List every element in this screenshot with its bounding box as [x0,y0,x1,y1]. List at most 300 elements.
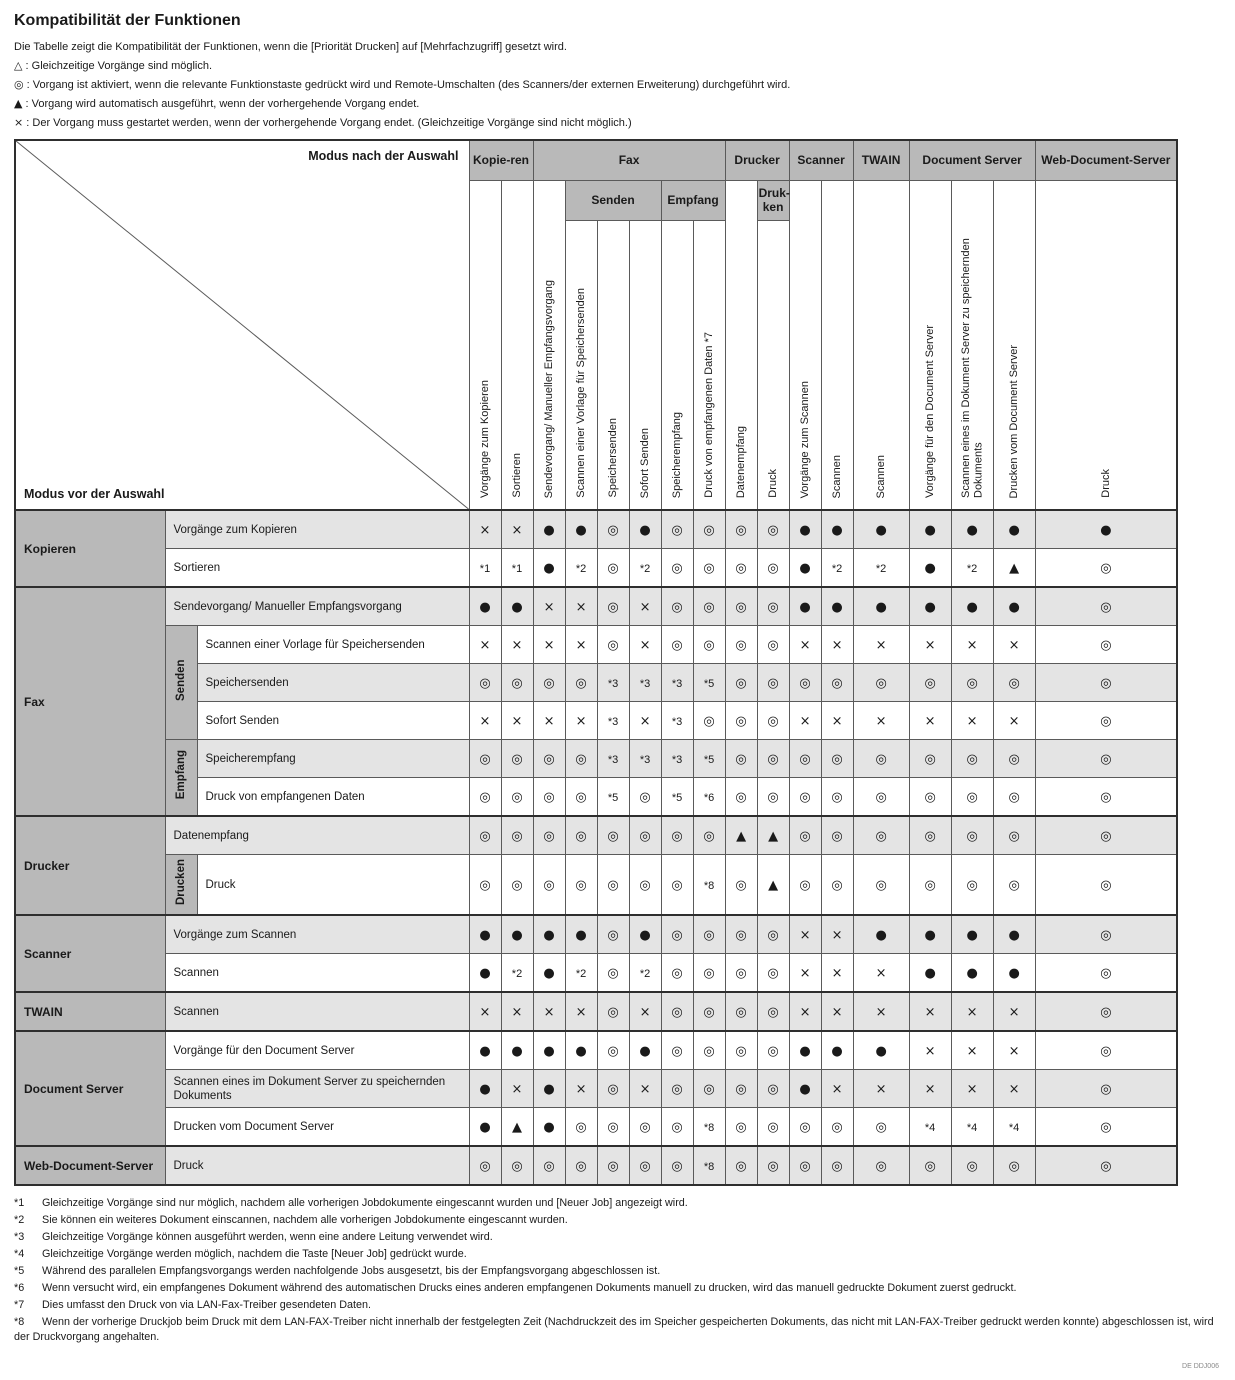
matrix-cell [693,702,725,740]
symbol: × [799,713,811,729]
symbol: ◎ [831,828,843,844]
symbol: × [924,1004,936,1020]
symbol: ◎ [767,713,779,729]
symbol: ◎ [799,828,811,844]
symbol: ◎ [831,877,843,893]
matrix-cell [533,510,565,549]
matrix-cell [821,1031,853,1070]
row-label: Sendevorgang/ Manueller Empfangsvorgang [165,587,469,626]
matrix-cell [993,549,1035,588]
table-row [15,992,1177,1031]
col-header-label: Scannen [830,454,843,498]
matrix-cell [469,816,501,855]
matrix-cell [501,954,533,993]
symbol: ◎ [639,828,651,844]
symbol: ◎ [639,1119,651,1135]
matrix-cell [533,664,565,702]
matrix-cell [725,740,757,778]
footnotes [14,1196,1219,1345]
legend-symbol-triangle-outline: △ [14,59,23,72]
symbol: × [799,965,811,981]
matrix-cell [993,664,1035,702]
symbol: ◎ [767,1081,779,1097]
symbol: ◎ [703,1081,715,1097]
matrix-cell [661,915,693,954]
symbol: ◎ [767,1004,779,1020]
matrix-cell [725,915,757,954]
matrix-cell [533,915,565,954]
symbol: ◎ [607,965,619,981]
matrix-cell [1035,816,1177,855]
legend-symbol-bullseye: ◎ [14,78,24,91]
corner-label-before: Modus vor der Auswahl [24,487,165,501]
symbol: ● [966,965,978,981]
symbol: ◎ [1100,877,1112,893]
row-label: Druck von empfangenen Daten [197,778,469,817]
footnote: *2 Sie können ein weiteres Dokument einscannen, nachdem alle vorherigen Jobdokumente eingescannt wurden. [14,1214,568,1227]
matrix-cell [661,1031,693,1070]
matrix-cell [757,740,789,778]
symbol: × [924,1081,936,1097]
matrix-cell [565,778,597,817]
symbol: ◎ [671,599,683,615]
symbol: ● [966,927,978,943]
matrix-cell [1035,587,1177,626]
symbol: ◎ [479,675,491,691]
symbol: ◎ [767,1158,779,1174]
matrix-cell [725,1070,757,1108]
matrix-cell [661,664,693,702]
matrix-cell [1035,626,1177,664]
matrix-cell [821,778,853,817]
symbol: ◎ [479,751,491,767]
matrix-cell [909,915,951,954]
matrix-cell [597,626,629,664]
row-label: Speicherempfang [197,740,469,778]
symbol: × [1008,637,1020,653]
footnote-ref: *3 [607,753,619,766]
footnote-ref: *2 [575,562,587,575]
matrix-cell [853,740,909,778]
footnote-ref: *4 [966,1121,978,1134]
col-header [757,220,789,510]
symbol: ◎ [924,675,936,691]
symbol: × [799,1004,811,1020]
header-group-row [15,140,1177,180]
matrix-cell [909,855,951,916]
matrix-cell [909,1031,951,1070]
symbol: ◎ [703,1004,715,1020]
symbol: ◎ [767,637,779,653]
matrix-cell [629,587,661,626]
matrix-body [15,510,1177,1185]
matrix-cell [469,1108,501,1147]
matrix-cell [821,740,853,778]
symbol: × [575,713,587,729]
row-group-label: Fax [15,587,165,816]
matrix-cell [629,778,661,817]
matrix-cell [757,626,789,664]
matrix-cell [1035,855,1177,916]
matrix-cell [597,1108,629,1147]
symbol: × [924,637,936,653]
symbol: ● [479,1043,491,1059]
col-header-label: Scannen [874,454,887,498]
symbol: ◎ [575,675,587,691]
symbol: ◎ [735,637,747,653]
symbol: ▲ [1009,560,1020,576]
row-subgroup-text: Drucken [174,859,187,906]
symbol: ◎ [575,751,587,767]
matrix-cell [501,664,533,702]
matrix-cell [951,1108,993,1147]
col-header-label: Druck [766,469,779,498]
symbol: ◎ [671,1043,683,1059]
matrix-cell [565,587,597,626]
matrix-cell [597,549,629,588]
symbol: ◎ [735,560,747,576]
symbol: ◎ [1100,751,1112,767]
symbol: ◎ [607,1119,619,1135]
symbol: ◎ [924,789,936,805]
matrix-cell [533,1031,565,1070]
symbol: ◎ [767,1119,779,1135]
symbol: × [575,1004,587,1020]
footnote-ref: *3 [671,753,683,766]
symbol: ● [511,927,523,943]
symbol: ◎ [767,522,779,538]
matrix-cell [693,915,725,954]
matrix-cell [693,1031,725,1070]
symbol: ● [831,599,843,615]
footnote-ref: *8 [703,1121,715,1134]
matrix-cell [469,626,501,664]
diagonal-line [16,141,469,509]
symbol: ◎ [671,522,683,538]
col-header [661,220,693,510]
matrix-cell [693,626,725,664]
footnote: *3 Gleichzeitige Vorgänge können ausgeführt werden, wenn eine andere Leitung verwendet wird. [14,1231,493,1244]
symbol: ◎ [639,1158,651,1174]
footnote-ref: *4 [924,1121,936,1134]
symbol: ◎ [1008,675,1020,691]
matrix-cell [993,740,1035,778]
row-subgroup-text: Empfang [174,750,187,800]
symbol: ◎ [607,1081,619,1097]
footnote: *6 Wenn versucht wird, ein empfangenes Dokument während des automatischen Drucks eines anderen empfangenen Dokuments manuell zu drucken, wird das manuell gedruckte Dokument zuerst gedruckt. [14,1282,1017,1295]
matrix-cell [909,510,951,549]
symbol: ◎ [1100,1004,1112,1020]
matrix-cell [565,740,597,778]
symbol: ◎ [607,637,619,653]
col-header-label: Datenempfang [734,425,747,498]
symbol: ◎ [799,751,811,767]
matrix-cell [469,702,501,740]
matrix-cell [533,1108,565,1147]
symbol: ● [543,1119,555,1135]
symbol: × [575,637,587,653]
symbol: ◎ [735,751,747,767]
col-header-label: Sendevorgang/ Manueller Empfangsvorgang [542,279,555,498]
row-label: Scannen eines im Dokument Server zu speichernden Dokuments [165,1070,469,1108]
matrix-cell [993,626,1035,664]
row-group-label: Kopieren [15,510,165,587]
symbol: ● [479,599,491,615]
row-group-label: Scanner [15,915,165,992]
matrix-cell [909,587,951,626]
matrix-cell [629,915,661,954]
matrix-cell [693,816,725,855]
col-subgroup-drucken: Druk-ken [757,180,789,220]
matrix-cell [757,915,789,954]
symbol: ◎ [1008,828,1020,844]
matrix-cell [993,1070,1035,1108]
footnote-ref: *8 [703,879,715,892]
symbol: ◎ [607,522,619,538]
symbol: ◎ [831,751,843,767]
matrix-cell [1035,740,1177,778]
symbol: ◎ [735,927,747,943]
symbol: × [875,1081,887,1097]
symbol: ◎ [924,828,936,844]
matrix-cell [661,816,693,855]
symbol: ● [575,927,587,943]
symbol: ◎ [767,1043,779,1059]
col-header [533,180,565,510]
col-header [501,180,533,510]
matrix-cell [565,1070,597,1108]
symbol: ◎ [875,828,887,844]
matrix-cell [789,1031,821,1070]
symbol: ◎ [575,1119,587,1135]
matrix-cell [565,816,597,855]
legend-symbol-triangle-filled: ▲ [14,97,23,110]
matrix-cell [909,664,951,702]
matrix-cell [789,1108,821,1147]
symbol: ◎ [875,675,887,691]
symbol: × [799,927,811,943]
symbol: ● [924,560,936,576]
matrix-cell [501,816,533,855]
table-row [15,1146,1177,1185]
row-group-label: Web-Document-Server [15,1146,165,1185]
matrix-cell [993,702,1035,740]
matrix-cell [951,915,993,954]
col-header [693,220,725,510]
symbol: ● [924,599,936,615]
footnote-ref: *3 [671,677,683,690]
symbol: ● [479,927,491,943]
symbol: ● [543,1043,555,1059]
symbol: ◎ [703,965,715,981]
matrix-cell [821,954,853,993]
symbol: × [831,1081,843,1097]
symbol: ◎ [703,1043,715,1059]
row-label: Vorgänge zum Scannen [165,915,469,954]
symbol: ◎ [511,789,523,805]
matrix-cell [725,1031,757,1070]
matrix-cell [629,549,661,588]
table-row [15,1070,1177,1108]
symbol: ◎ [831,675,843,691]
row-group-label: TWAIN [15,992,165,1031]
col-header-label: Druck [1099,469,1112,498]
symbol: ● [966,522,978,538]
matrix-cell [629,816,661,855]
matrix-cell [821,1146,853,1185]
matrix-cell [661,740,693,778]
symbol: ● [875,927,887,943]
matrix-cell [757,664,789,702]
matrix-cell [951,954,993,993]
col-header-label: Vorgänge zum Scannen [798,380,811,498]
matrix-cell [661,1146,693,1185]
matrix-cell [597,915,629,954]
col-header [629,220,661,510]
matrix-cell [993,992,1035,1031]
row-label: Vorgänge zum Kopieren [165,510,469,549]
matrix-cell [661,855,693,916]
symbol: ◎ [799,1158,811,1174]
legend-symbol-cross: × [14,116,24,129]
symbol: ◎ [671,1004,683,1020]
matrix-cell [951,587,993,626]
col-subgroup-senden: Senden [565,180,661,220]
matrix-cell [533,778,565,817]
matrix-cell [789,1146,821,1185]
col-header [909,180,951,510]
symbol: × [543,713,555,729]
matrix-cell [565,549,597,588]
symbol: ◎ [1100,1119,1112,1135]
symbol: × [479,522,491,538]
matrix-cell [469,855,501,916]
matrix-cell [533,702,565,740]
matrix-cell [501,915,533,954]
symbol: ● [575,522,587,538]
matrix-cell [565,1146,597,1185]
matrix-cell [661,1108,693,1147]
symbol: ◎ [607,828,619,844]
col-group-web-document-server: Web-Document-Server [1035,140,1177,180]
matrix-cell [757,1146,789,1185]
matrix-cell [789,740,821,778]
matrix-cell [757,549,789,588]
row-subgroup-label [165,626,197,740]
symbol: ● [543,927,555,943]
table-row [15,816,1177,855]
matrix-cell [789,702,821,740]
matrix-cell [993,587,1035,626]
matrix-cell [951,510,993,549]
col-header [565,220,597,510]
symbol: ● [799,1081,811,1097]
matrix-cell [501,992,533,1031]
symbol: ◎ [735,1004,747,1020]
symbol: ◎ [767,965,779,981]
symbol: × [639,599,651,615]
footnote-ref: *2 [639,562,651,575]
matrix-cell [693,855,725,916]
symbol: ◎ [703,637,715,653]
row-label: Drucken vom Document Server [165,1108,469,1147]
matrix-cell [909,1070,951,1108]
matrix-cell [951,740,993,778]
matrix-cell [853,778,909,817]
matrix-cell [629,1031,661,1070]
symbol: ● [543,560,555,576]
footnote-ref: *2 [575,967,587,980]
symbol: ◎ [966,789,978,805]
col-header-label: Speichersenden [606,418,619,498]
legend-item [14,58,1219,74]
matrix-cell [533,855,565,916]
matrix-cell [469,740,501,778]
symbol: ● [924,927,936,943]
matrix-cell [501,702,533,740]
symbol: ◎ [671,637,683,653]
matrix-cell [469,915,501,954]
footnote-ref: *3 [607,677,619,690]
matrix-cell [993,855,1035,916]
symbol: ◎ [1100,675,1112,691]
matrix-cell [533,992,565,1031]
matrix-cell [597,510,629,549]
matrix-cell [629,740,661,778]
matrix-cell [629,855,661,916]
col-group-drucker: Drucker [725,140,789,180]
symbol: × [1008,1004,1020,1020]
matrix-cell [469,778,501,817]
footnote: *8 Wenn der vorherige Druckjob beim Druck mit dem LAN-FAX-Treiber nicht innerhalb der festgelegten Zeit (Nachdruckzeit des im Speicher gespeicherten Dokuments, das nicht mit LAN-FAX-Treiber gedruckt werden konnte) abgeschlossen ist, wird der Druckvorgang angehalten. [14,1316,1214,1344]
matrix-cell [597,587,629,626]
matrix-cell [821,702,853,740]
symbol: ◎ [735,1119,747,1135]
corner-label-after: Modus nach der Auswahl [308,149,459,163]
symbol: ● [1008,927,1020,943]
symbol: ◎ [875,1119,887,1135]
symbol: × [639,713,651,729]
matrix-cell [469,510,501,549]
matrix-cell [821,1070,853,1108]
matrix-cell [1035,1070,1177,1108]
matrix-cell [501,778,533,817]
symbol: ● [1100,522,1112,538]
symbol: ◎ [1100,828,1112,844]
legend-block [14,40,1219,131]
symbol: ◎ [671,1081,683,1097]
matrix-cell [909,549,951,588]
symbol: × [1008,1081,1020,1097]
matrix-cell [951,778,993,817]
symbol: ◎ [767,789,779,805]
matrix-cell [693,992,725,1031]
matrix-cell [469,1070,501,1108]
symbol: × [831,965,843,981]
matrix-cell [725,549,757,588]
symbol: ◎ [1100,713,1112,729]
symbol: ● [543,1081,555,1097]
symbol: ● [924,522,936,538]
matrix-cell [951,816,993,855]
row-label: Speichersenden [197,664,469,702]
matrix-cell [661,992,693,1031]
matrix-cell [1035,510,1177,549]
symbol: × [543,1004,555,1020]
symbol: ◎ [966,1158,978,1174]
symbol: ◎ [479,877,491,893]
symbol: ◎ [575,828,587,844]
